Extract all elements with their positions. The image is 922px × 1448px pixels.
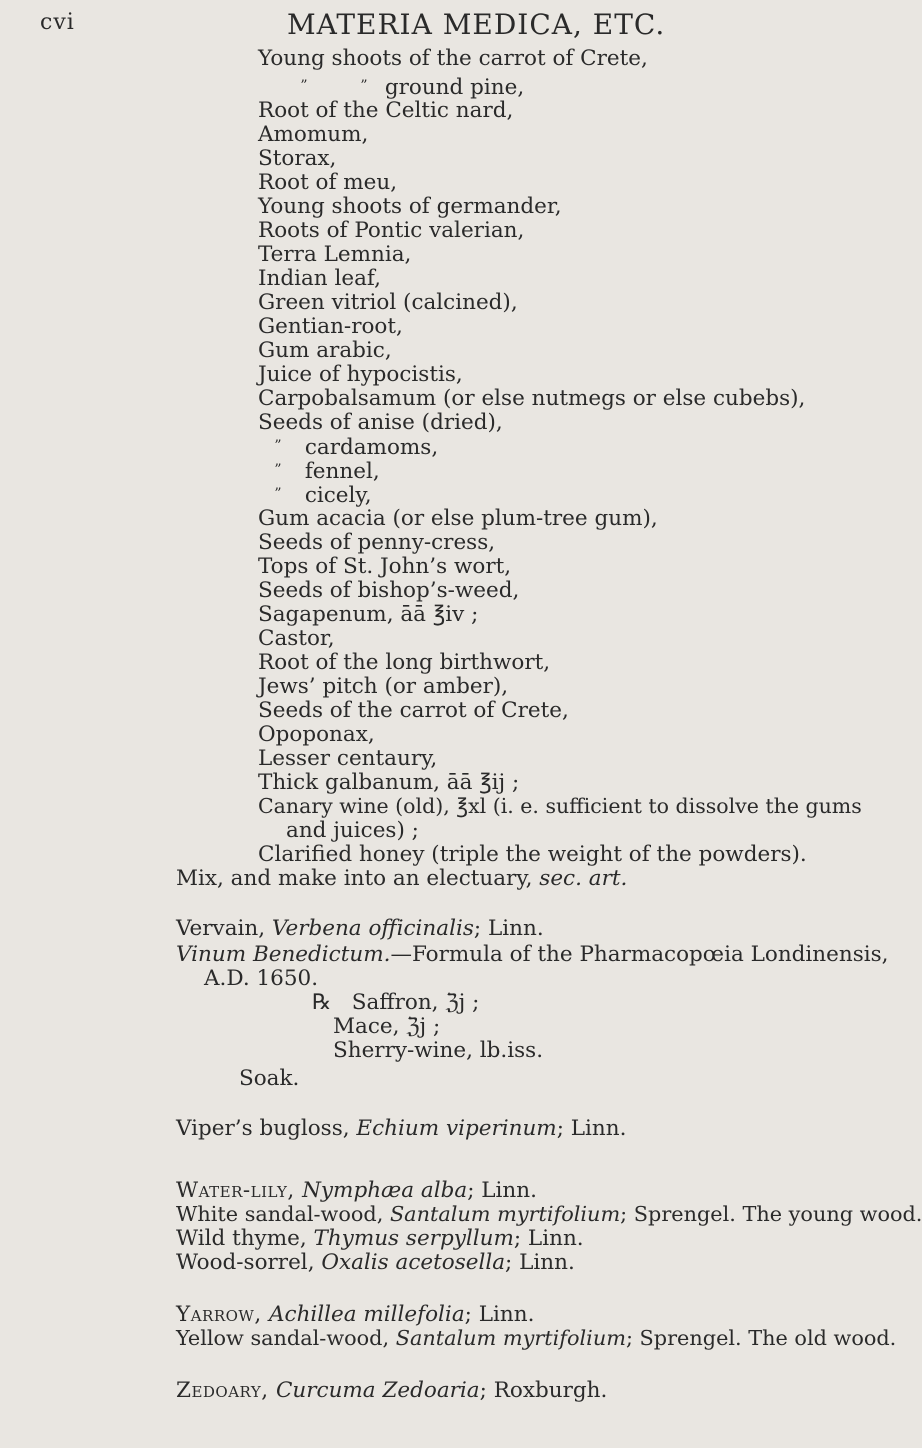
- entry-vinum-benedictum: Vinum Benedictum.—Formula of the Pharmacopœia Londinensis,: [176, 942, 889, 967]
- ingredient-line: Gum arabic,: [258, 338, 392, 363]
- ingredient-line: Root of the Celtic nard,: [258, 98, 514, 123]
- ingredient-line: Tops of St. John’s wort,: [258, 554, 512, 579]
- ingredient-line: Green vitriol (calcined),: [258, 290, 518, 315]
- ingredient-line: Juice of hypocistis,: [258, 362, 463, 387]
- ingredient-line: Roots of Pontic valerian,: [258, 218, 525, 243]
- soak-instruction: Soak.: [239, 1066, 300, 1091]
- ingredient-line: Seeds of anise (dried),: [258, 410, 503, 435]
- entry-yellow-sandal-wood: Yellow sandal-wood, Santalum myrtifolium; Sprengel. The old wood.: [176, 1326, 897, 1350]
- ditto-mark: ”: [300, 78, 308, 94]
- ingredient-line: [258, 75, 524, 99]
- entry-zedoary: Zedoary, Curcuma Zedoaria; Roxburgh.: [176, 1378, 608, 1403]
- ingredient-line: and juices) ;: [286, 818, 419, 843]
- ingredient-text: fennel,: [304, 459, 380, 484]
- ingredient-line: [258, 435, 438, 459]
- ingredient-line: Young shoots of the carrot of Crete,: [258, 46, 648, 71]
- ingredient-line: [258, 483, 372, 507]
- ingredient-line: [258, 459, 380, 483]
- ingredient-text: cicely,: [304, 483, 372, 508]
- entry-vipers-bugloss: Viper’s bugloss, Echium viperinum; Linn.: [176, 1116, 627, 1141]
- ditto-mark: ”: [274, 438, 282, 454]
- entry-water-lily: Water-lily, Nymphæa alba; Linn.: [176, 1178, 537, 1203]
- ingredient-line: Gentian-root,: [258, 314, 403, 339]
- ingredient-text: cardamoms,: [304, 435, 439, 460]
- ingredient-text: ground pine,: [384, 75, 525, 100]
- ingredient-line: Canary wine (old), ℥xl (i. e. sufficient to dissolve the gums: [258, 794, 862, 818]
- ditto-mark: ”: [274, 486, 282, 502]
- recipe-line: ℞ Saffron, ℨj ;: [312, 990, 480, 1015]
- ingredient-line: Thick galbanum, āā ℥ij ;: [258, 770, 520, 795]
- page-number: cvi: [40, 10, 75, 35]
- running-title: MATERIA MEDICA, ETC.: [287, 8, 666, 41]
- ingredient-line: Storax,: [258, 146, 337, 171]
- ingredient-line: Opoponax,: [258, 722, 375, 747]
- recipe-line: Sherry-wine, lb.iss.: [333, 1038, 544, 1063]
- recipe-line: Mace, ℨj ;: [333, 1014, 441, 1039]
- entry-wood-sorrel: Wood-sorrel, Oxalis acetosella; Linn.: [176, 1250, 575, 1275]
- recipe-symbol: ℞: [312, 990, 332, 1015]
- entry-wild-thyme: Wild thyme, Thymus serpyllum; Linn.: [176, 1226, 584, 1251]
- ingredient-line: Terra Lemnia,: [258, 242, 412, 267]
- page-header: [0, 8, 800, 48]
- ingredient-line: Seeds of penny-cress,: [258, 530, 496, 555]
- ditto-mark: ”: [360, 78, 368, 94]
- ingredient-line: Indian leaf,: [258, 266, 381, 291]
- entry-yarrow: Yarrow, Achillea millefolia; Linn.: [176, 1302, 535, 1327]
- ditto-mark: ”: [274, 462, 282, 478]
- ingredient-line: Young shoots of germander,: [258, 194, 562, 219]
- vinum-date: A.D. 1650.: [204, 966, 319, 991]
- ingredient-line: Seeds of bishop’s-weed,: [258, 578, 520, 603]
- ingredient-line: Jews’ pitch (or amber),: [258, 674, 509, 699]
- entry-white-sandal-wood: White sandal-wood, Santalum myrtifolium; Sprengel. The young wood.: [176, 1202, 922, 1226]
- mix-instruction: Mix, and make into an electuary, sec. art.: [176, 866, 628, 891]
- ingredient-line: Carpobalsamum (or else nutmegs or else cubebs),: [258, 386, 806, 411]
- ingredient-line: Lesser centaury,: [258, 746, 438, 771]
- ingredient-line: Amomum,: [258, 122, 369, 147]
- ingredient-line: Root of the long birthwort,: [258, 650, 551, 675]
- ingredient-line: Castor,: [258, 626, 335, 651]
- ingredient-line: Seeds of the carrot of Crete,: [258, 698, 569, 723]
- ingredient-line: Root of meu,: [258, 170, 398, 195]
- ingredient-line: Sagapenum, āā ℥iv ;: [258, 602, 479, 627]
- entry-vervain: Vervain, Verbena officinalis; Linn.: [176, 916, 544, 941]
- ingredient-line: Gum acacia (or else plum-tree gum),: [258, 506, 658, 531]
- ingredient-line: Clarified honey (triple the weight of the powders).: [258, 842, 807, 867]
